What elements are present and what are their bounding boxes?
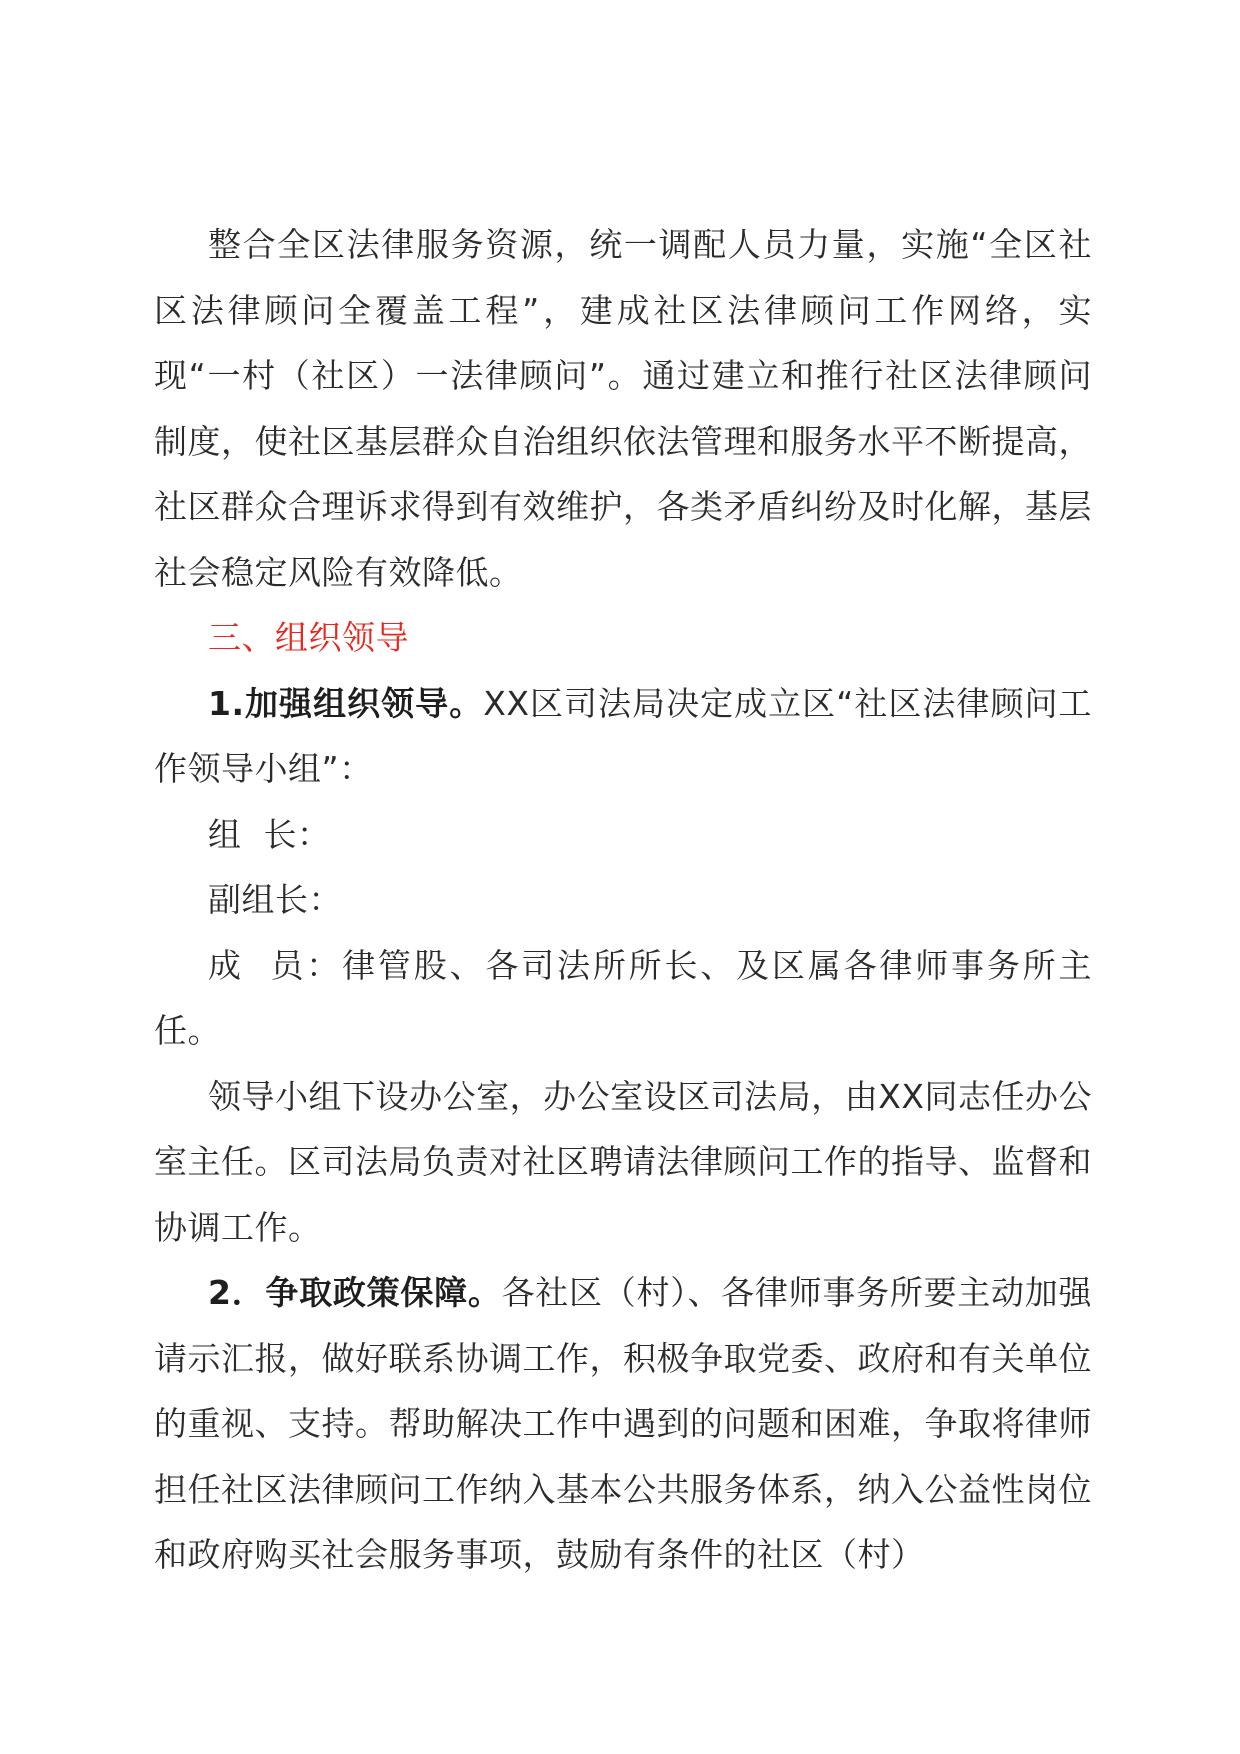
item1-paragraph: [154, 671, 1092, 802]
item2-title: 2．争取政策保障。: [208, 1273, 502, 1312]
office-paragraph: 领导小组下设办公室，办公室设区司法局，由XX同志任办公室主任。区司法局负责对社区聘请法律顾问工作的指导、监督和协调工作。: [154, 1076, 1092, 1247]
item2-paragraph: [154, 1260, 1092, 1588]
item2-body: 各社区（村）、各律师事务所要主动加强请示汇报，做好联系协调工作，积极争取党委、政府和有关单位的重视、支持。帮助解决工作中遇到的问题和困难，争取将律师担任社区法律顾问工作纳入基本公共服务体系，纳入公益性岗位和政府购买社会服务事项，鼓励有条件的社区（村）: [154, 1273, 1093, 1574]
section-heading: 三、组织领导: [208, 618, 409, 657]
item1-body: XX区司法局决定成立区“社区法律顾问工作领导小组”：: [154, 683, 1092, 788]
intro-paragraph: 整合全区法律服务资源，统一调配人员力量，实施“全区社区法律顾问全覆盖工程”，建成社区法律顾问工作网络，实现“一村（社区）一法律顾问”。通过建立和推行社区法律顾问制度，使社区基层群众自治组织依法管理和服务水平不断提高，社区群众合理诉求得到有效维护，各类矛盾纠纷及时化解，基层社会稳定风险有效降低。: [154, 225, 1092, 592]
document-page: [154, 212, 1092, 1588]
members-line: 成 员：律管股、各司法所所长、及区属各律师事务所主任。: [154, 945, 1092, 1050]
leader-line: 组 长：: [208, 814, 331, 854]
deputy-line: 副组长：: [208, 880, 342, 919]
item1-title: 1.加强组织领导。: [208, 683, 484, 723]
